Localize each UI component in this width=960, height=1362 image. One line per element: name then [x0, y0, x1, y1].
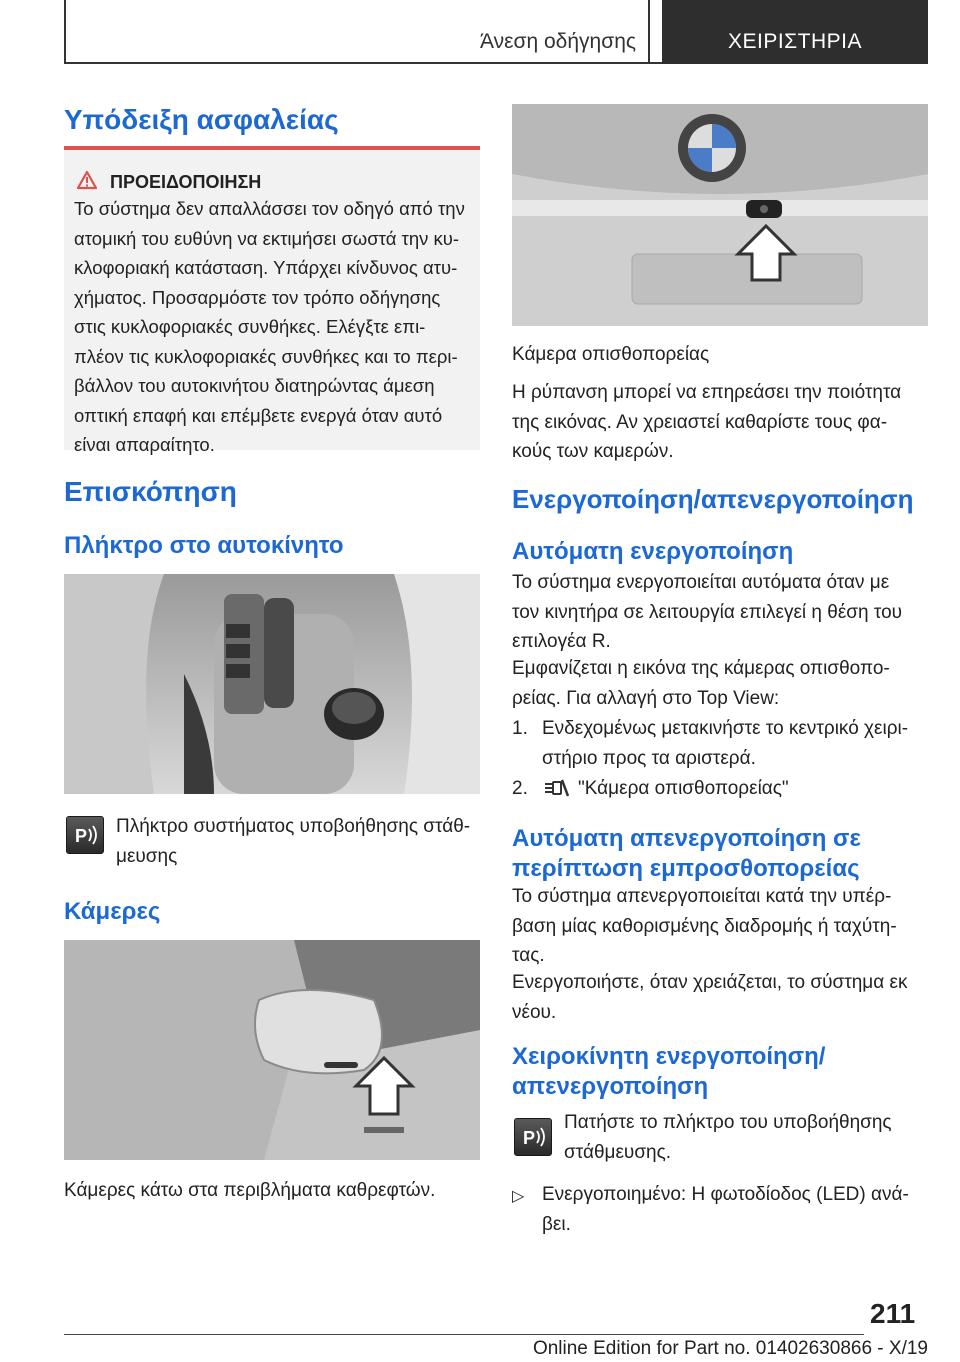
warning-triangle-icon [76, 170, 98, 190]
activation-title: Ενεργοποίηση/απενεργοποίηση [512, 484, 914, 514]
caption-line: μευσης [116, 845, 178, 867]
svg-text:P: P [523, 1128, 536, 1148]
auto-off-title [512, 824, 861, 884]
header-left-tick [64, 0, 66, 62]
warning-line: στις κυκλοφοριακές συνθήκες. Ελέγξτε επι- [74, 316, 426, 337]
image-paragraph [512, 654, 928, 713]
auto-on-line: επιλογέα R. [512, 631, 611, 652]
parking-assist-button-icon [514, 1118, 552, 1156]
warning-line: είναι απαραίτητο. [74, 434, 215, 455]
auto-off-paragraph [512, 882, 928, 971]
bullet-marker-icon: ▷ [512, 1188, 525, 1205]
manual-line: Πατήστε το πλήκτρο του υποβοήθησης [564, 1112, 892, 1133]
rear-camera-photo [512, 104, 928, 326]
bullet-line: Ενεργοποιημένο: Η φωτοδίοδος (LED) ανά- [542, 1184, 909, 1205]
step-line: Ενδεχομένως μετακινήστε το κεντρικό χειρι- [542, 718, 909, 739]
auto-off-line: βαση μίας καθορισμένης διαδρομής ή ταχύτη- [512, 915, 897, 937]
title-line: περίπτωση εμπροσθοπορείας [512, 855, 860, 882]
bullet-text [542, 1180, 928, 1239]
step-2-text: "Κάμερα οπισθοπορείας" [578, 778, 789, 799]
warning-text [74, 194, 474, 460]
reactivate-line: νέου. [512, 1001, 557, 1023]
step-line: στήριο προς τα αριστερά. [542, 747, 756, 769]
reactivate-paragraph [512, 968, 928, 1027]
warning-line: ατομική του ευθύνη να εκτιμήσει σωστά την κυ- [74, 227, 460, 249]
mirror-photo [64, 940, 480, 1160]
reactivate-line: Ενεργοποιήστε, όταν χρειάζεται, το σύστημα εκ [512, 972, 908, 993]
auto-on-title: Αυτόματη ενεργοποίηση [512, 538, 794, 565]
warning-line: Το σύστημα δεν απαλλάσσει τον οδηγό από την [74, 198, 465, 219]
overview-title: Επισκόπηση [64, 476, 237, 507]
dirt-line: κούς των καμερών. [512, 441, 674, 462]
console-photo [64, 574, 480, 794]
header-section: Άνεση οδήγησης [480, 30, 636, 53]
header-chapter: ΧΕΙΡΙΣΤΗΡΙΑ [727, 30, 862, 53]
page-number: 211 [870, 1298, 916, 1329]
step-1-text [542, 714, 928, 773]
image-line: Εμφανίζεται η εικόνα της κάμερας οπισθοπο- [512, 658, 890, 679]
dirt-paragraph [512, 378, 928, 467]
auto-off-line: τας. [512, 945, 545, 966]
manual-paragraph [564, 1108, 928, 1167]
step-1-number: 1. [512, 718, 528, 739]
manual-line: στάθμευσης. [564, 1141, 672, 1163]
auto-on-line: τον κινητήρα σε λειτουργία επιλεγεί η θέση του [512, 601, 903, 623]
footer-rule [64, 1334, 864, 1335]
step-2-number: 2. [512, 778, 528, 799]
dirt-line: της εικόνας. Αν χρειαστεί καθαρίστε τους φα- [512, 411, 888, 433]
title-line: απενεργοποίηση [512, 1073, 709, 1100]
caption-line: Πλήκτρο συστήματος υποβοήθησης στάθ- [116, 816, 471, 837]
footer-edition: Online Edition for Part no. 01402630866 - X/19 [532, 1338, 928, 1359]
rear-camera-caption: Κάμερα οπισθοπορείας [512, 344, 710, 365]
warning-line: βάλλον του αυτοκινήτου διατηρώντας άμεση [74, 375, 435, 396]
warning-line: χήματος. Προσαρμόστε τον τρόπο οδήγησης [74, 286, 441, 308]
warning-line: κλοφοριακή κατάσταση. Υπάρχει κίνδυνος ατυ- [74, 257, 458, 278]
cameras-caption: Κάμερες κάτω στα περιβλήματα καθρεφτών. [64, 1180, 436, 1201]
auto-on-paragraph [512, 568, 928, 657]
button-section-title: Πλήκτρο στο αυτοκίνητο [64, 532, 344, 559]
title-line: Χειροκίνητη ενεργοποίηση/ [512, 1043, 826, 1070]
bullet-line: βει. [542, 1213, 571, 1235]
warning-line: πλέον τις κυκλοφοριακές συνθήκες και το περι- [74, 345, 458, 367]
auto-on-line: Το σύστημα ενεργοποιείται αυτόματα όταν με [512, 572, 890, 593]
camera-settings-icon [542, 776, 570, 800]
safety-title: Υπόδειξη ασφαλείας [64, 104, 339, 135]
auto-off-line: Το σύστημα απενεργοποιείται κατά την υπέρ- [512, 886, 892, 907]
button-caption [116, 812, 480, 871]
parking-assist-button-icon [66, 816, 104, 854]
svg-text:P: P [75, 826, 88, 846]
dirt-line: Η ρύπανση μπορεί να επηρεάσει την ποιότητα [512, 382, 902, 403]
manual-title [512, 1042, 825, 1102]
title-line: Αυτόματη απενεργοποίηση σε [512, 825, 861, 852]
image-line: ρείας. Για αλλαγή στο Top View: [512, 687, 780, 709]
warning-label: ΠΡΟΕΙΔΟΠΟΙΗΣΗ [110, 172, 262, 192]
cameras-title: Κάμερες [64, 898, 161, 925]
warning-line: οπτική επαφή και επέμβετε ενεργά όταν αυτό [74, 404, 443, 426]
header-mid-tick [648, 0, 650, 62]
